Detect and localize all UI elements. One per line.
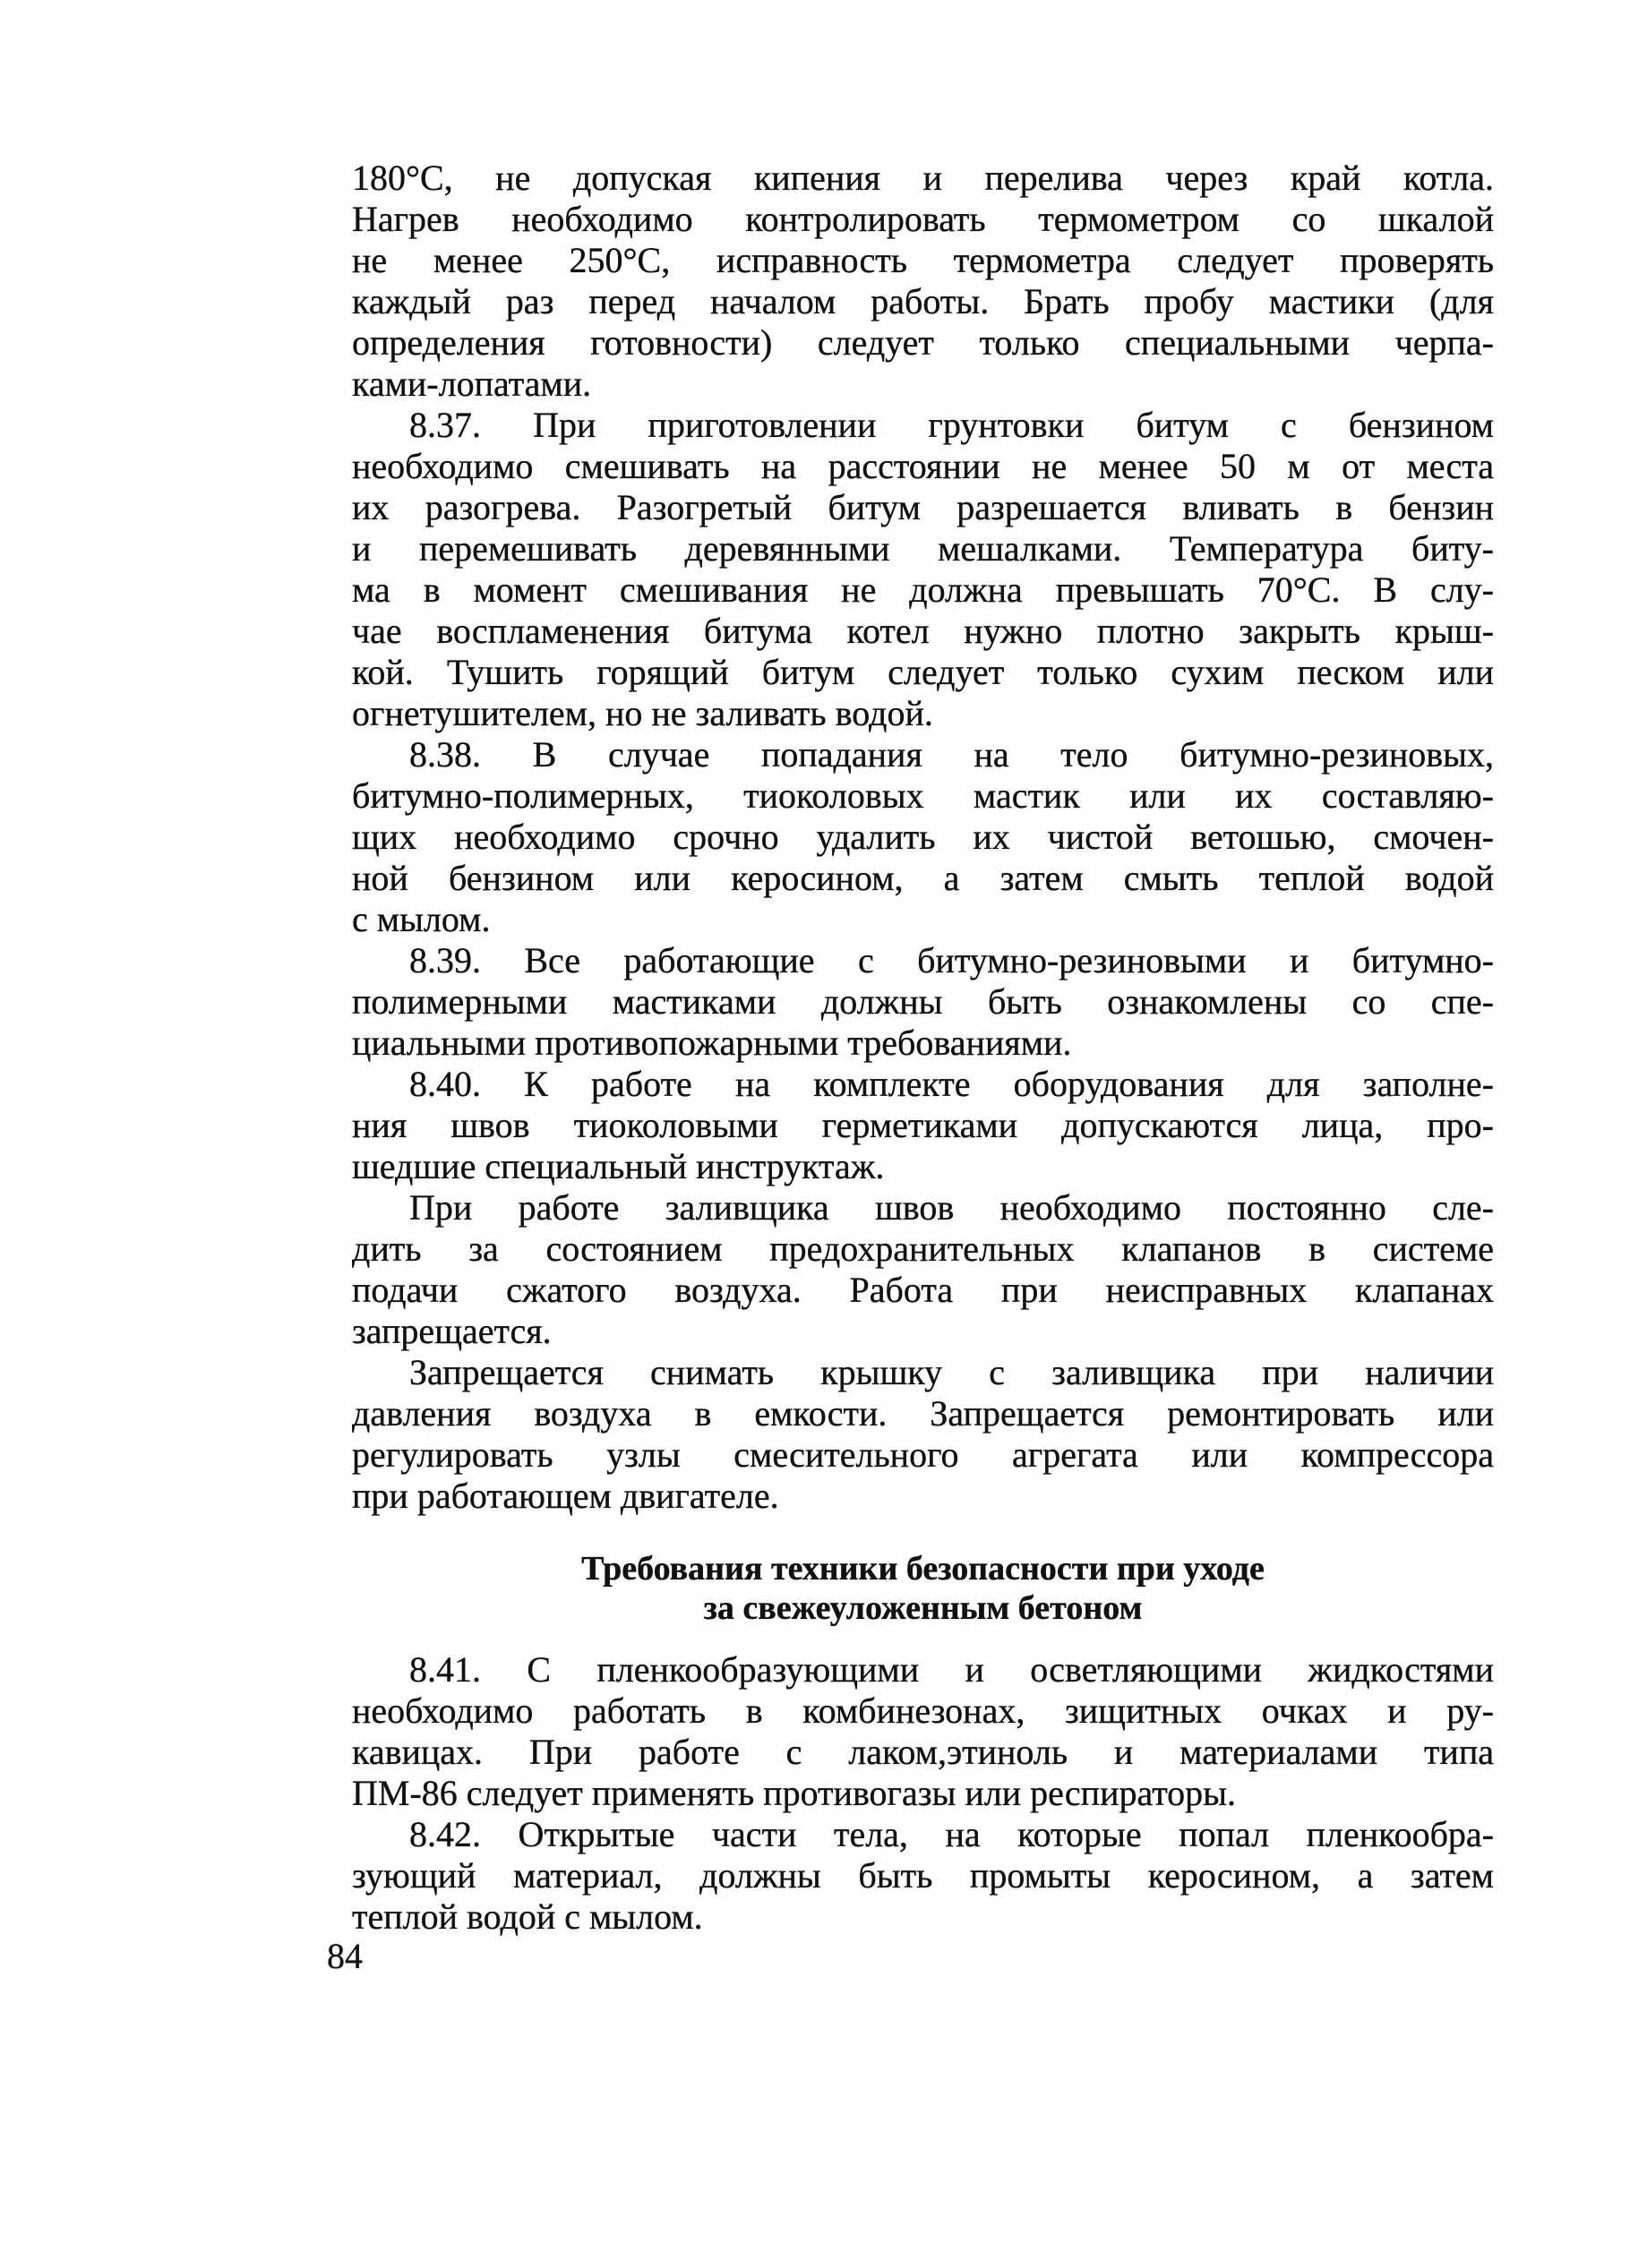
paragraph <box>352 1814 1494 1938</box>
text-line: ками-лопатами. <box>352 364 592 404</box>
text-line: 8.39. Все работающие с битумно-резиновыми и битумно- <box>409 940 1494 980</box>
text-line: с мылом. <box>352 899 491 939</box>
text-line: Нагрев необходимо контролировать термометром со шкалой <box>352 199 1494 239</box>
text-line: 180°С, не допуская кипения и перелива через край котла. <box>352 158 1494 198</box>
section-heading-line: Требования техники безопасности при уходе <box>581 1550 1265 1588</box>
paragraph <box>352 940 1494 1064</box>
section-heading-line: за свежеуложенным бетоном <box>703 1589 1143 1627</box>
text-line: полимерными мастиками должны быть ознакомлены со спе- <box>352 981 1494 1022</box>
text-line: дить за состоянием предохранительных клапанов в системе <box>352 1228 1494 1269</box>
page-number: 84 <box>327 1936 363 1976</box>
text-block <box>352 158 1494 1938</box>
text-line: 8.38. В случае попадания на тело битумно-резиновых, <box>409 734 1494 775</box>
text-line: 8.41. С пленкообразующими и осветляющими жидкостями <box>409 1649 1494 1690</box>
text-line: чае воспламенения битума котел нужно плотно закрыть крыш- <box>352 611 1494 651</box>
text-line: 8.40. К работе на комплекте оборудования для заполне- <box>409 1064 1494 1104</box>
text-line: Запрещается снимать крышку с заливщика при наличии <box>409 1352 1494 1392</box>
paragraph <box>352 158 1494 405</box>
text-line: и перемешивать деревянными мешалками. Температура биту- <box>352 528 1494 569</box>
paragraph <box>352 1064 1494 1187</box>
text-line: теплой водой с мылом. <box>352 1896 703 1937</box>
text-line: их разогрева. Разогретый битум разрешается вливать в бензин <box>352 487 1494 527</box>
text-line: ной бензином или керосином, а затем смыть теплой водой <box>352 858 1494 898</box>
paragraph <box>352 405 1494 734</box>
text-line: 8.42. Открытые части тела, на которые попал пленкообра- <box>409 1814 1494 1854</box>
text-line: необходимо смешивать на расстоянии не менее 50 м от места <box>352 446 1494 486</box>
text-line: регулировать узлы смесительного агрегата или компрессора <box>352 1434 1494 1475</box>
text-line: ния швов тиоколовыми герметиками допускаются лица, про- <box>352 1105 1494 1145</box>
section-heading <box>352 1517 1494 1649</box>
paragraph <box>352 1352 1494 1517</box>
text-line: огнетушителем, но не заливать водой. <box>352 693 933 733</box>
text-line: определения готовности) следует только специальными черпа- <box>352 322 1494 363</box>
text-line: При работе заливщика швов необходимо постоянно сле- <box>409 1187 1494 1228</box>
text-line: кой. Тушить горящий битум следует только сухим песком или <box>352 652 1494 692</box>
text-line: циальными противопожарными требованиями. <box>352 1023 1072 1063</box>
paragraph <box>352 734 1494 940</box>
text-line: необходимо работать в комбинезонах, зищитных очках и ру- <box>352 1690 1494 1731</box>
text-line: 8.37. При приготовлении грунтовки битум с бензином <box>409 405 1494 445</box>
text-line: ПМ-86 следует применять противогазы или респираторы. <box>352 1773 1237 1813</box>
text-line: подачи сжатого воздуха. Работа при неисправных клапанах <box>352 1270 1494 1310</box>
text-line: ма в момент смешивания не должна превышать 70°С. В слу- <box>352 569 1494 610</box>
text-line: не менее 250°С, исправность термометра следует проверять <box>352 240 1494 280</box>
paragraph <box>352 1649 1494 1814</box>
text-line: давления воздуха в емкости. Запрещается ремонтировать или <box>352 1393 1494 1434</box>
text-line: битумно-полимерных, тиоколовых мастик или их составляю- <box>352 775 1494 816</box>
text-line: запрещается. <box>352 1311 552 1351</box>
text-line: кавицах. При работе с лаком,этиноль и материалами типа <box>352 1732 1494 1772</box>
text-line: каждый раз перед началом работы. Брать пробу мастики (для <box>352 281 1494 321</box>
text-line: зующий материал, должны быть промыты керосином, а затем <box>352 1855 1494 1896</box>
text-line: при работающем двигателе. <box>352 1476 779 1516</box>
paragraph <box>352 1187 1494 1352</box>
text-line: щих необходимо срочно удалить их чистой ветошью, смочен- <box>352 817 1494 857</box>
text-line: шедшие специальный инструктаж. <box>352 1146 885 1186</box>
